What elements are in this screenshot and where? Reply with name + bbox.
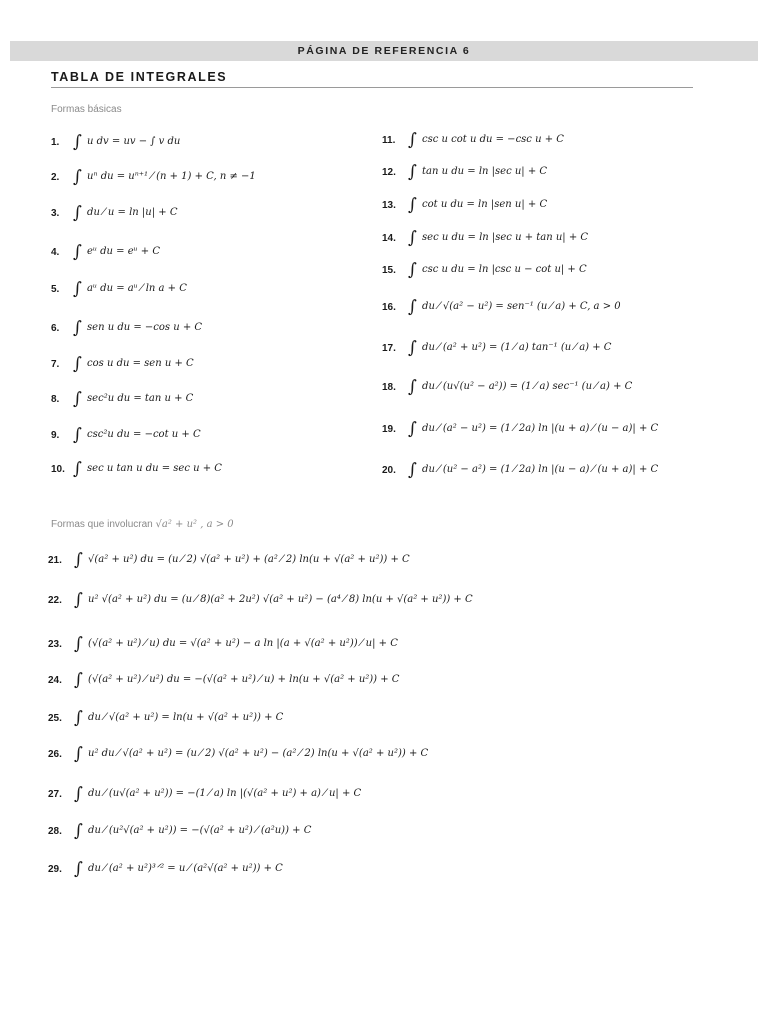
formula-expression: ∫ du ⁄ √(a² − u²) = sen⁻¹ (u ⁄ a) + C, a > 0 (408, 297, 621, 317)
formula-1 (51, 127, 180, 157)
formula-11 (382, 125, 564, 155)
formula-number: 2. (51, 171, 60, 183)
formula-17 (382, 333, 611, 363)
integral-sign-icon: ∫ (74, 708, 83, 728)
formula-number: 25. (48, 712, 62, 724)
formula-number: 4. (51, 246, 60, 258)
formula-expression: ∫ (√(a² + u²) ⁄ u) du = √(a² + u²) − a ln |(a + √(a² + u²)) ⁄ u| + C (74, 634, 398, 654)
integral-sign-icon: ∫ (74, 859, 83, 879)
section-title-a2u2 (51, 519, 234, 530)
formula-number: 27. (48, 788, 62, 800)
formula-19 (382, 414, 658, 444)
formula-number: 14. (382, 232, 396, 244)
integral-sign-icon: ∫ (74, 784, 83, 804)
integral-sign-icon: ∫ (73, 354, 82, 374)
formula-expression: ∫ √(a² + u²) du = (u ⁄ 2) √(a² + u²) + (a² ⁄ 2) ln(u + √(a² + u²)) + C (74, 550, 410, 570)
formula-2 (51, 162, 256, 192)
formula-number: 12. (382, 166, 396, 178)
formula-expression: ∫ du ⁄ (u²√(a² + u²)) = −(√(a² + u²) ⁄ (a²u)) + C (74, 821, 312, 841)
integral-sign-icon: ∫ (74, 744, 83, 764)
formula-23 (48, 629, 398, 659)
formula-26 (48, 739, 428, 769)
formula-expression: ∫ sec u tan u du = sec u + C (73, 459, 222, 479)
integral-sign-icon: ∫ (73, 242, 82, 262)
integral-sign-icon: ∫ (74, 670, 83, 690)
formula-expression: ∫ csc u du = ln |csc u − cot u| + C (408, 260, 587, 280)
formula-number: 17. (382, 342, 396, 354)
formula-15 (382, 255, 587, 285)
formula-4 (51, 237, 160, 267)
formula-number: 28. (48, 825, 62, 837)
formula-expression: ∫ aᵘ du = aᵘ ⁄ ln a + C (73, 279, 187, 299)
formula-22 (48, 585, 473, 615)
formula-expression: ∫ du ⁄ (u² − a²) = (1 ⁄ 2a) ln |(u − a) ⁄ (u + a)| + C (408, 460, 659, 480)
page-banner: PÁGINA DE REFERENCIA 6 (10, 41, 758, 61)
integral-sign-icon: ∫ (408, 130, 417, 150)
formula-number: 19. (382, 423, 396, 435)
formula-number: 21. (48, 554, 62, 566)
formula-number: 7. (51, 358, 60, 370)
section-title-math: √a² + u² , a > 0 (155, 519, 234, 530)
page-title: TABLA DE INTEGRALES (51, 70, 228, 84)
formula-number: 20. (382, 464, 396, 476)
formula-expression: ∫ du ⁄ u = ln |u| + C (73, 203, 178, 223)
formula-29 (48, 854, 283, 884)
formula-number: 9. (51, 429, 60, 441)
formula-expression: ∫ csc u cot u du = −csc u + C (408, 130, 564, 150)
formula-number: 10. (51, 463, 65, 475)
formula-number: 11. (382, 134, 396, 146)
formula-6 (51, 313, 202, 343)
integral-sign-icon: ∫ (408, 338, 417, 358)
formula-expression: ∫ sen u du = −cos u + C (73, 318, 203, 338)
formula-number: 3. (51, 207, 60, 219)
formula-expression: ∫ du ⁄ (a² + u²) = (1 ⁄ a) tan⁻¹ (u ⁄ a) + C (408, 338, 612, 358)
integral-sign-icon: ∫ (408, 162, 417, 182)
integral-sign-icon: ∫ (73, 279, 82, 299)
formula-28 (48, 816, 311, 846)
integral-sign-icon: ∫ (73, 318, 82, 338)
formula-number: 22. (48, 594, 62, 606)
integral-sign-icon: ∫ (73, 132, 82, 152)
formula-expression: ∫ uⁿ du = uⁿ⁺¹ ⁄ (n + 1) + C, n ≠ −1 (73, 167, 256, 187)
formula-9 (51, 420, 201, 450)
formula-number: 18. (382, 381, 396, 393)
formula-12 (382, 157, 547, 187)
formula-expression: ∫ sec²u du = tan u + C (73, 389, 194, 409)
formula-expression: ∫ cos u du = sen u + C (73, 354, 194, 374)
formula-expression: ∫ cot u du = ln |sen u| + C (408, 195, 548, 215)
title-divider (51, 87, 693, 88)
integral-sign-icon: ∫ (408, 228, 417, 248)
formula-expression: ∫ u² √(a² + u²) du = (u ⁄ 8)(a² + 2u²) √(a² + u²) − (a⁴ ⁄ 8) ln(u + √(a² + u²)) + C (74, 590, 473, 610)
formula-expression: ∫ eᵘ du = eᵘ + C (73, 242, 160, 262)
formula-expression: ∫ u dv = uv − ∫ v du (73, 132, 181, 152)
integral-sign-icon: ∫ (408, 419, 417, 439)
integral-sign-icon: ∫ (408, 260, 417, 280)
integral-sign-icon: ∫ (73, 203, 82, 223)
formula-number: 13. (382, 199, 396, 211)
formula-8 (51, 384, 193, 414)
formula-number: 1. (51, 136, 60, 148)
formula-number: 29. (48, 863, 62, 875)
integral-sign-icon: ∫ (74, 590, 83, 610)
formula-18 (382, 372, 632, 402)
formula-number: 26. (48, 748, 62, 760)
integral-sign-icon: ∫ (74, 821, 83, 841)
formula-21 (48, 545, 410, 575)
integral-sign-icon: ∫ (73, 167, 82, 187)
formula-25 (48, 703, 283, 733)
formula-27 (48, 779, 361, 809)
formula-expression: ∫ du ⁄ (u√(u² − a²)) = (1 ⁄ a) sec⁻¹ (u ⁄ a) + C (408, 377, 633, 397)
integral-sign-icon: ∫ (74, 634, 83, 654)
formula-expression: ∫ u² du ⁄ √(a² + u²) = (u ⁄ 2) √(a² + u²) − (a² ⁄ 2) ln(u + √(a² + u²)) + C (74, 744, 429, 764)
formula-7 (51, 349, 194, 379)
integral-sign-icon: ∫ (74, 550, 83, 570)
integral-sign-icon: ∫ (73, 425, 82, 445)
formula-expression: ∫ (√(a² + u²) ⁄ u²) du = −(√(a² + u²) ⁄ u) + ln(u + √(a² + u²)) + C (74, 670, 400, 690)
formula-3 (51, 198, 177, 228)
formula-expression: ∫ du ⁄ (u√(a² + u²)) = −(1 ⁄ a) ln |(√(a² + u²) + a) ⁄ u| + C (74, 784, 362, 804)
integral-sign-icon: ∫ (408, 377, 417, 397)
section-title-text: Formas que involucran (51, 519, 153, 530)
integral-sign-icon: ∫ (408, 297, 417, 317)
formula-number: 6. (51, 322, 60, 334)
formula-expression: ∫ sec u du = ln |sec u + tan u| + C (408, 228, 589, 248)
formula-number: 23. (48, 638, 62, 650)
formula-expression: ∫ du ⁄ (a² − u²) = (1 ⁄ 2a) ln |(u + a) ⁄ (u − a)| + C (408, 419, 659, 439)
integral-sign-icon: ∫ (408, 460, 417, 480)
formula-number: 24. (48, 674, 62, 686)
formula-number: 16. (382, 301, 396, 313)
formula-expression: ∫ du ⁄ √(a² + u²) = ln(u + √(a² + u²)) + C (74, 708, 284, 728)
formula-16 (382, 292, 621, 322)
formula-expression: ∫ tan u du = ln |sec u| + C (408, 162, 548, 182)
formula-14 (382, 223, 588, 253)
formula-number: 5. (51, 283, 60, 295)
formula-5 (51, 274, 187, 304)
integral-sign-icon: ∫ (408, 195, 417, 215)
formula-expression: ∫ du ⁄ (a² + u²)³ᐟ² = u ⁄ (a²√(a² + u²)) + C (74, 859, 283, 879)
integral-sign-icon: ∫ (73, 389, 82, 409)
formula-10 (51, 454, 222, 484)
formula-24 (48, 665, 399, 695)
integral-sign-icon: ∫ (73, 459, 82, 479)
formula-number: 15. (382, 264, 396, 276)
formula-number: 8. (51, 393, 60, 405)
section-title-basic: Formas básicas (51, 104, 122, 115)
formula-expression: ∫ csc²u du = −cot u + C (73, 425, 201, 445)
formula-20 (382, 455, 658, 485)
formula-13 (382, 190, 547, 220)
